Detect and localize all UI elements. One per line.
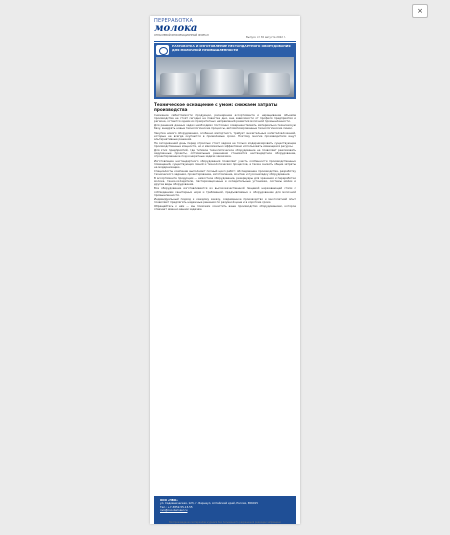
steel-tank-image [200, 69, 244, 95]
article-paragraph: На сегодняшний день перед отраслью стоит задача не только модернизировать существующие производственные мощности, но и максимально эффективно использовать имеющиеся ресурсы. [154, 140, 296, 148]
masthead-top-line: ПЕРЕРАБОТКА [154, 18, 194, 24]
article-headline: Техническое оснащение с умом: снижаем затраты производства [154, 102, 278, 112]
contact-box [154, 496, 296, 524]
article-paragraph: Изготовление нестандартного оборудования позволяет учесть особенности производственных помещений, существующих линий и технологических процессов, а также снизить общие затраты на модернизацию. [154, 158, 296, 169]
close-button[interactable] [412, 4, 428, 18]
issue-date: Выпуск от 30 августа 2022 г. [246, 36, 286, 39]
article-paragraph: Снижение себестоимости продукции, расширение ассортимента и наращивание объемов производства не стоят сегодня на повестке дня, вне зависимости от профиля предприятия и региона, остаются одним из приоритетных направлений развития молочной промышленности. [154, 114, 296, 124]
page-footnote: Воспроизведение материалов журнала без письменного разрешения редакции запрещено [169, 521, 281, 524]
article-paragraph: Для этих предприятий, где типовое технологическое оборудование не позволяет реализовать задуманные проекты, оптимальным решением становится нестандартное оборудование, спроектированное под конкретные задачи заказчика. [154, 148, 296, 159]
article-paragraph: В ассортименте продукции — емкостное оборудование, резервуары для хранения и переработки молока, танки-охладители, пастеризационные и охладительные установки, системы мойки и другие виды оборудования. [154, 176, 296, 187]
article-paragraph: Для решения данных задач необходимо постоянно совершенствовать материально-техническую базу, внедрять новые технологические процессы, автоматизированные технологические линии. [154, 123, 296, 131]
equipment-photo [156, 57, 294, 97]
article-paragraph: Обращайтесь к нам — мы поможем оснастить ваше производство оборудованием, которое отвечает именно вашим задачам. [154, 204, 296, 212]
article-paragraph: Закупка нового оборудования, особенно импортного, требует значительных капиталовложений, которые не всегда окупаются в приемлемые сроки. Поэтому многие производители ищут альтернативные решения. [154, 130, 296, 141]
steel-tank-image [160, 73, 196, 95]
steel-tank-image [248, 73, 290, 95]
article-paragraph: Все оборудование изготавливается из высококачественной пищевой нержавеющей стали с соблюдением санитарных норм и требований, предъявляемых к оборудованию для молочной промышленности. [154, 186, 296, 197]
company-logo-icon [156, 45, 169, 55]
article-body [154, 114, 296, 489]
masthead-subtitle: ОТРАСЛЕВОЙ ИНФОРМАЦИОННЫЙ ЖУРНАЛ [154, 34, 209, 37]
contact-email-link[interactable]: nvo@nvo-barnaul.ru [160, 508, 188, 513]
contact-phone: Тел.: +7-3852-55-13-55 [160, 504, 193, 509]
article-paragraph: Специалисты компании выполняют полный цикл работ: обследование производства, разработку технического задания, проектирование, изготовление, монтаж и пусконаладку оборудования. [154, 168, 296, 176]
contact-org: ООО «НВО» [160, 498, 178, 502]
masthead-title: молока [154, 23, 198, 34]
header-divider [154, 41, 296, 42]
ad-banner [154, 43, 296, 99]
document-page [150, 16, 300, 524]
close-icon: × [417, 7, 423, 15]
contact-address: ул. Садовническая, 123, г. Барнаул, Алтайский край, Россия, 656015 [160, 501, 258, 506]
article-paragraph: Индивидуальный подход к каждому заказу, современное производство и многолетний опыт позволяют предлагать надежные решения по разумной цене и в короткие сроки. [154, 196, 296, 204]
banner-headline: РАЗРАБОТКА И ИЗГОТОВЛЕНИЕ НЕСТАНДАРТНОГО ОБОРУДОВАНИЯ ДЛЯ МОЛОЧНОЙ ПРОМЫШЛЕННОСТИ [172, 44, 291, 52]
